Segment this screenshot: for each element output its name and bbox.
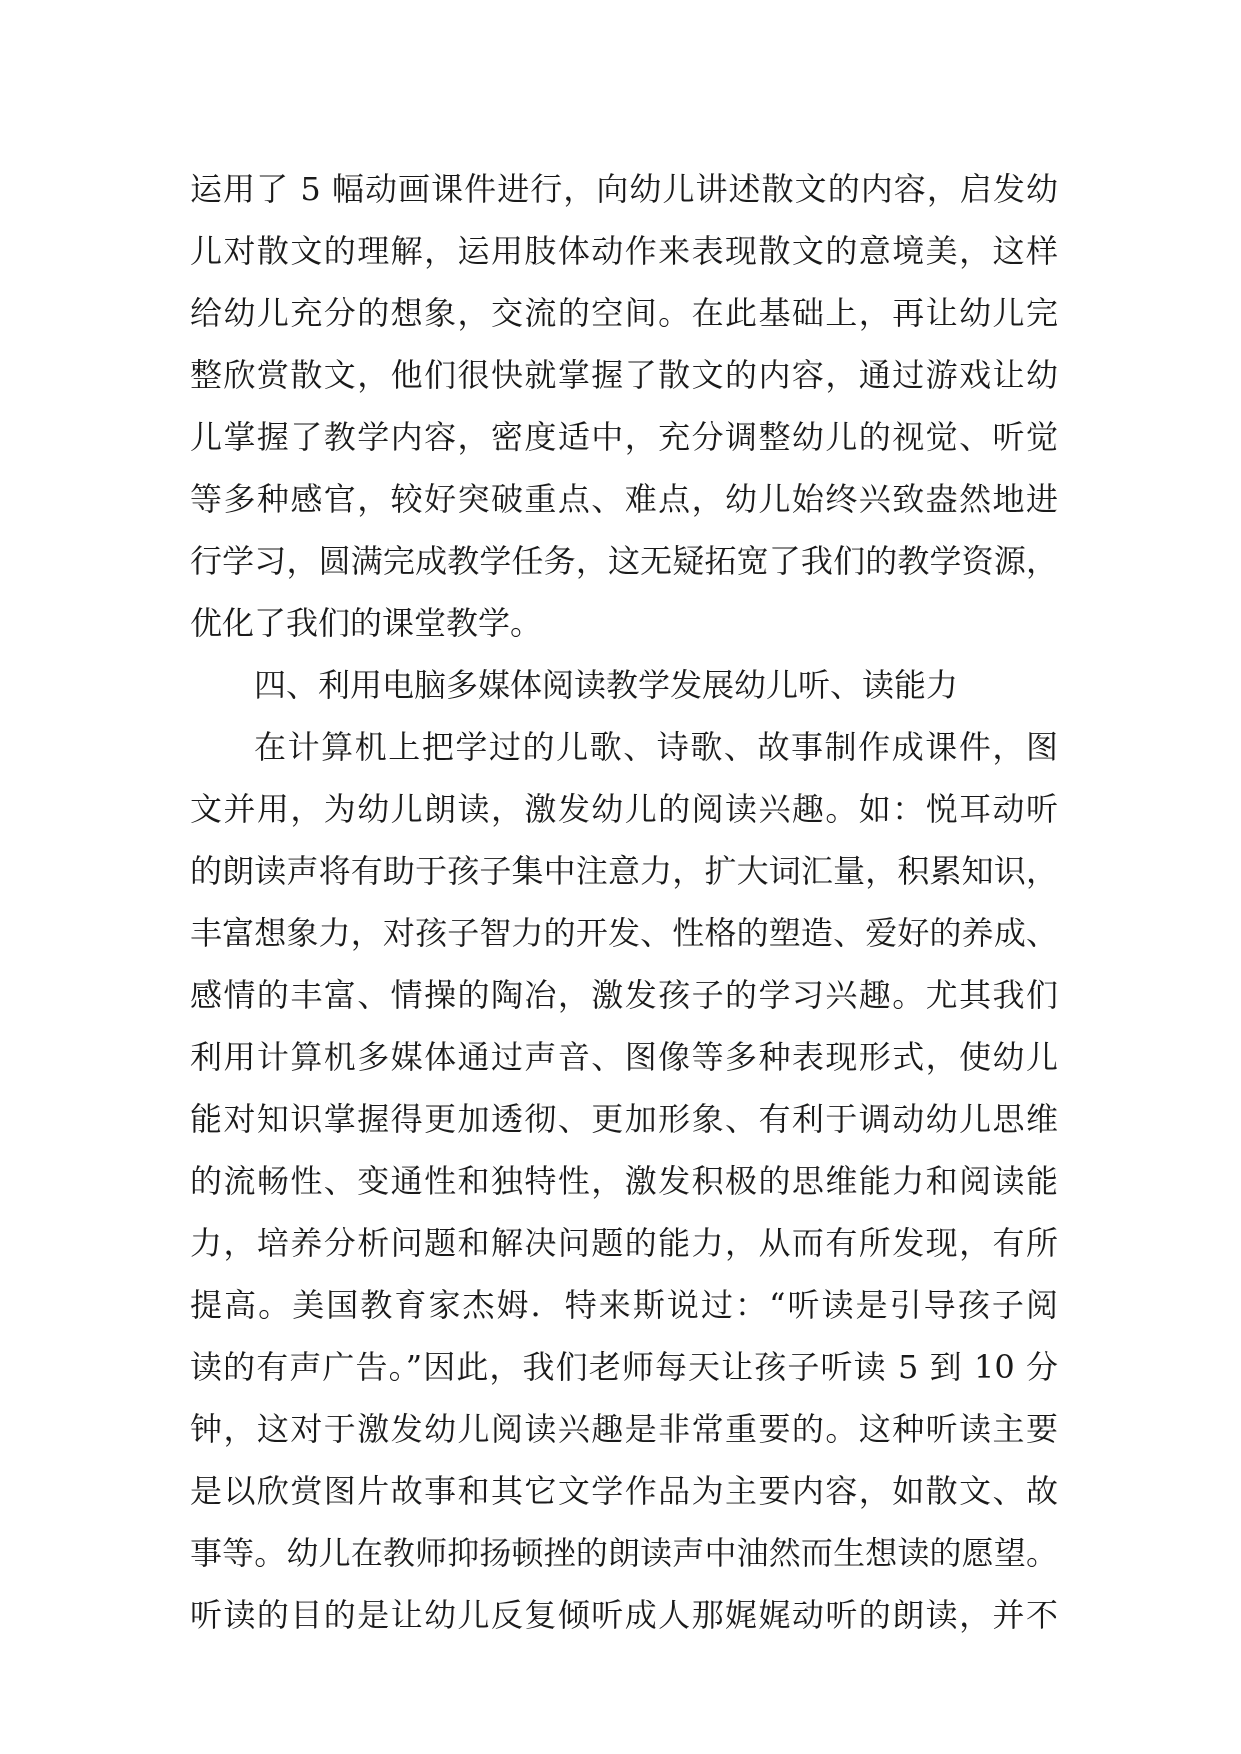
text-line: 提高。美国教育家杰姆．特来斯说过：“听读是引导孩子阅 [190, 1286, 1058, 1324]
text-line: 优化了我们的课堂教学。 [190, 604, 543, 642]
text-line: 丰富想象力，对孩子智力的开发、性格的塑造、爱好的养成、 [190, 914, 1058, 952]
text-line: 等多种感官，较好突破重点、难点，幼儿始终兴致盎然地进 [190, 480, 1058, 518]
text-line: 的流畅性、变通性和独特性，激发积极的思维能力和阅读能 [190, 1162, 1058, 1200]
text-line: 行学习，圆满完成教学任务，这无疑拓宽了我们的教学资源， [190, 542, 1058, 580]
text-line: 整欣赏散文，他们很快就掌握了散文的内容，通过游戏让幼 [190, 356, 1058, 394]
section-heading: 四、利用电脑多媒体阅读教学发展幼儿听、读能力 [254, 666, 959, 704]
text-line: 儿掌握了教学内容，密度适中，充分调整幼儿的视觉、听觉 [190, 418, 1058, 456]
text-line: 运用了 5 幅动画课件进行，向幼儿讲述散文的内容，启发幼 [190, 170, 1058, 208]
text-line: 钟，这对于激发幼儿阅读兴趣是非常重要的。这种听读主要 [190, 1410, 1058, 1448]
body-text [190, 158, 1058, 1646]
text-line: 事等。幼儿在教师抑扬顿挫的朗读声中油然而生想读的愿望。 [190, 1534, 1058, 1572]
text-line: 利用计算机多媒体通过声音、图像等多种表现形式，使幼儿 [190, 1038, 1058, 1076]
text-line: 读的有声广告。”因此，我们老师每天让孩子听读 5 到 10 分 [190, 1348, 1058, 1386]
text-line: 是以欣赏图片故事和其它文学作品为主要内容，如散文、故 [190, 1472, 1058, 1510]
text-line: 儿对散文的理解，运用肢体动作来表现散文的意境美，这样 [190, 232, 1058, 270]
text-line: 在计算机上把学过的儿歌、诗歌、故事制作成课件，图 [254, 728, 1058, 766]
text-line: 力，培养分析问题和解决问题的能力，从而有所发现，有所 [190, 1224, 1058, 1262]
text-line: 听读的目的是让幼儿反复倾听成人那娓娓动听的朗读，并不 [190, 1596, 1058, 1634]
text-line: 文并用，为幼儿朗读，激发幼儿的阅读兴趣。如：悦耳动听 [190, 790, 1058, 828]
text-line: 给幼儿充分的想象，交流的空间。在此基础上，再让幼儿完 [190, 294, 1058, 332]
text-line: 能对知识掌握得更加透彻、更加形象、有利于调动幼儿思维 [190, 1100, 1058, 1138]
text-line: 感情的丰富、情操的陶冶，激发孩子的学习兴趣。尤其我们 [190, 976, 1058, 1014]
text-line: 的朗读声将有助于孩子集中注意力，扩大词汇量，积累知识， [190, 852, 1058, 890]
